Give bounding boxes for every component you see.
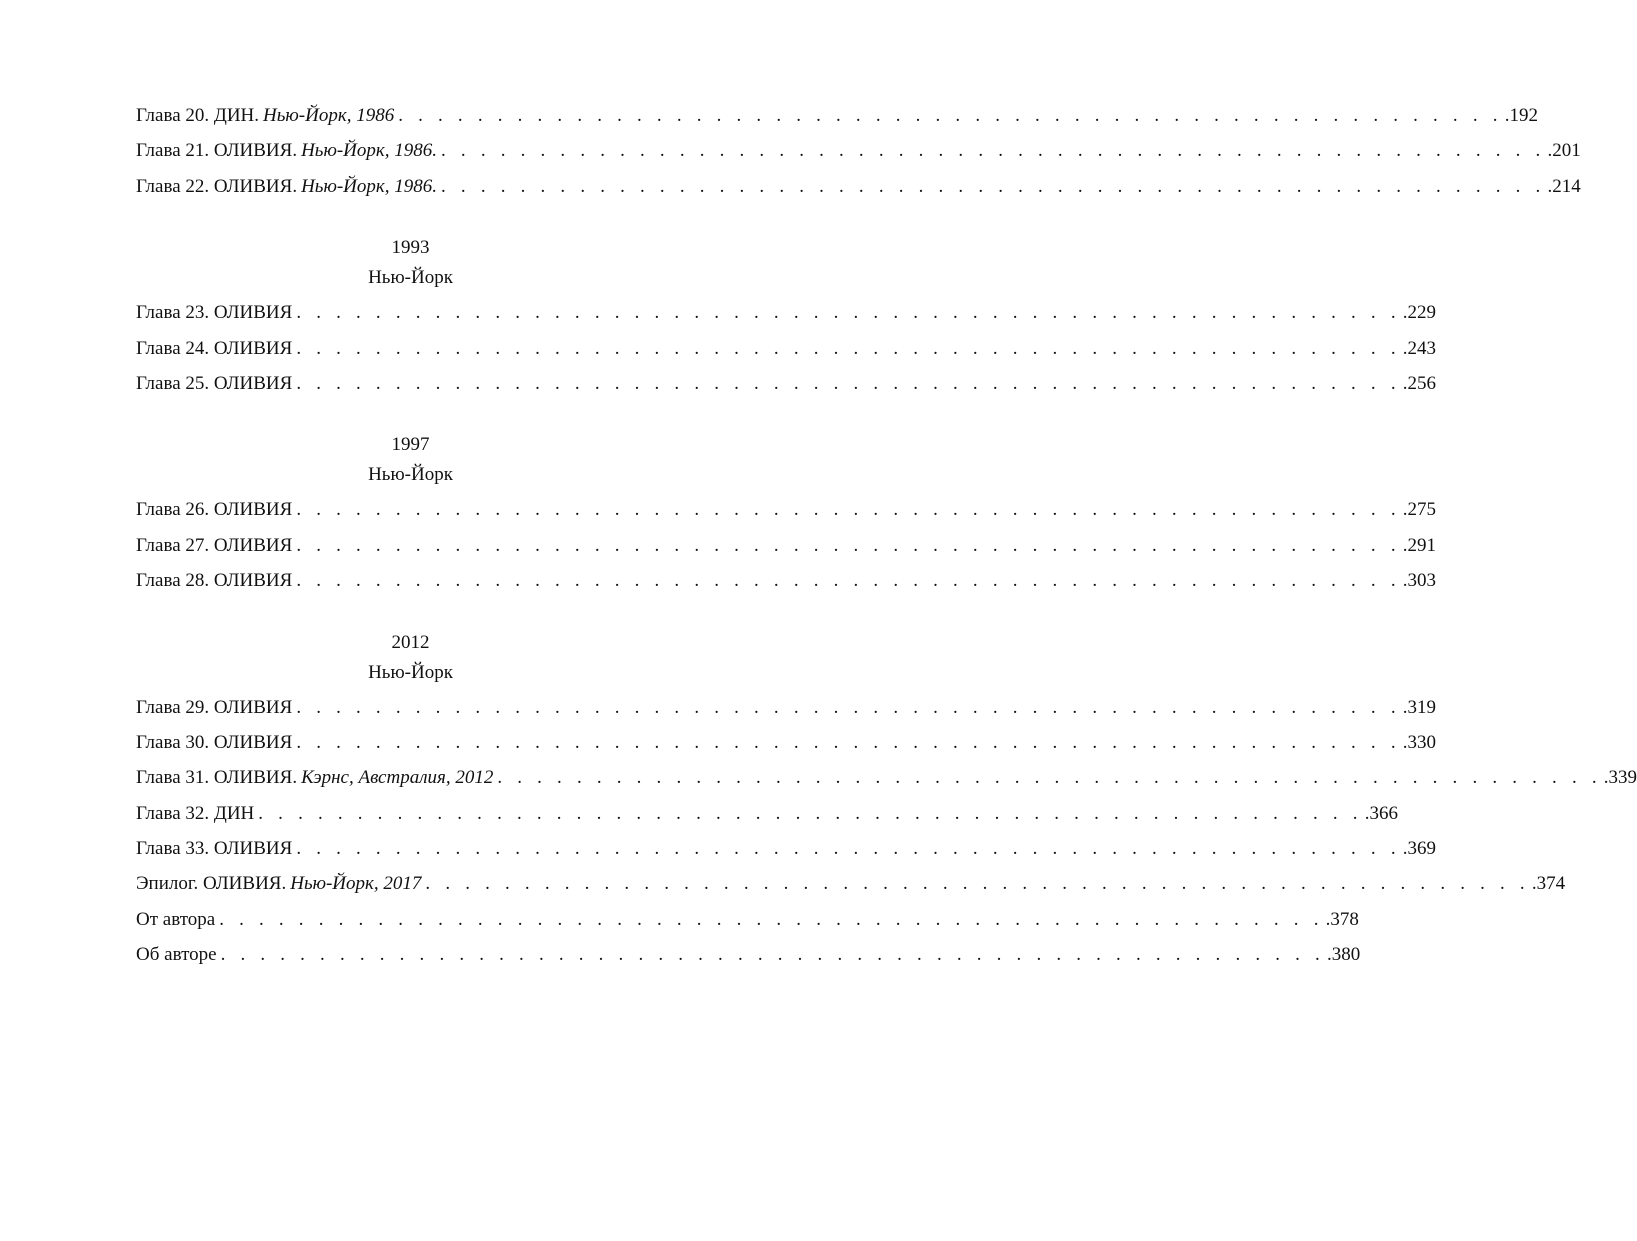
- dot-leader: . . . . . . . . . . . . . . . . . . . . . . . . . . . . . . . . . . . . . . . . . . . . . . . . . . . . . . . .: [258, 802, 1363, 824]
- table-of-contents: [136, 98, 1637, 973]
- entry-title: Эпилог. ОЛИВИЯ.: [136, 873, 287, 895]
- entry-page: .303: [1402, 570, 1437, 592]
- toc-entry-chapter-33: [136, 831, 1437, 866]
- section-city: Нью-Йорк: [368, 267, 453, 289]
- section-year: 1993: [391, 237, 430, 259]
- dot-leader: . . . . . . . . . . . . . . . . . . . . . . . . . . . . . . . . . . . . . . . . . . . . . . . . . . . . . . . .: [296, 372, 1401, 394]
- entry-page: .201: [1547, 140, 1581, 162]
- dot-leader: . . . . . . . . . . . . . . . . . . . . . . . . . . . . . . . . . . . . . . . . . . . . . . . . . . . . . . . .: [398, 105, 1503, 126]
- section-header-1997: [136, 430, 685, 490]
- section-city: Нью-Йорк: [368, 661, 453, 683]
- section-header-1993: [136, 233, 685, 293]
- section-city: Нью-Йорк: [368, 464, 453, 486]
- entry-place: Нью-Йорк, 1986: [263, 105, 395, 126]
- section-header-2012: [136, 628, 685, 688]
- toc-entry-about-author: [136, 937, 1361, 972]
- entry-page: .380: [1327, 944, 1361, 966]
- toc-entry-chapter-30: [136, 725, 1437, 760]
- toc-group-1986: [136, 98, 1581, 204]
- entry-title: Глава 27. ОЛИВИЯ: [136, 534, 293, 556]
- entry-title: От автора: [136, 908, 216, 930]
- dot-leader: . . . . . . . . . . . . . . . . . . . . . . . . . . . . . . . . . . . . . . . . . . . . . . . . . . . . . . . .: [296, 499, 1401, 521]
- toc-entry-chapter-32: [136, 796, 1398, 831]
- entry-page: .378: [1325, 908, 1359, 930]
- dot-leader: . . . . . . . . . . . . . . . . . . . . . . . . . . . . . . . . . . . . . . . . . . . . . . . . . . . . . . . .: [296, 337, 1401, 359]
- entry-title: Глава 21. ОЛИВИЯ.: [136, 140, 298, 162]
- dot-leader: . . . . . . . . . . . . . . . . . . . . . . . . . . . . . . . . . . . . . . . . . . . . . . . . . . . . . . . .: [296, 696, 1401, 718]
- entry-title: Глава 32. ДИН: [136, 802, 255, 824]
- toc-entry-chapter-28: [136, 563, 1437, 598]
- toc-entry-chapter-20: [136, 98, 1538, 133]
- entry-title: Глава 25. ОЛИВИЯ: [136, 372, 293, 394]
- toc-entry-chapter-24: [136, 331, 1437, 366]
- toc-group-1997: [136, 492, 1437, 598]
- toc-entry-chapter-21: [136, 133, 1581, 168]
- entry-page: .214: [1547, 175, 1581, 197]
- toc-entry-epilogue: [136, 866, 1566, 901]
- toc-entry-chapter-23: [136, 295, 1437, 330]
- dot-leader: . . . . . . . . . . . . . . . . . . . . . . . . . . . . . . . . . . . . . . . . . . . . . . . . . . . . . . . .: [220, 944, 1326, 966]
- entry-title: Глава 20. ДИН.: [136, 105, 260, 126]
- entry-title: Глава 24. ОЛИВИЯ: [136, 337, 293, 359]
- toc-entry-chapter-25: [136, 366, 1437, 401]
- dot-leader: . . . . . . . . . . . . . . . . . . . . . . . . . . . . . . . . . . . . . . . . . . . . . . . . . . . . . . . .: [296, 302, 1401, 324]
- entry-place: Нью-Йорк, 1986.: [301, 140, 438, 162]
- dot-leader: . . . . . . . . . . . . . . . . . . . . . . . . . . . . . . . . . . . . . . . . . . . . . . . . . . . . . . . .: [296, 534, 1401, 556]
- toc-entry-chapter-26: [136, 492, 1437, 527]
- dot-leader: . . . . . . . . . . . . . . . . . . . . . . . . . . . . . . . . . . . . . . . . . . . . . . . . . . . . . . . .: [296, 570, 1401, 592]
- entry-place: Кэрнс, Австралия, 2012: [301, 767, 494, 789]
- entry-page: .369: [1402, 838, 1437, 860]
- toc-entry-chapter-27: [136, 528, 1437, 563]
- dot-leader: . . . . . . . . . . . . . . . . . . . . . . . . . . . . . . . . . . . . . . . . . . . . . . . . . . . . . . . .: [441, 140, 1546, 162]
- entry-title: Глава 33. ОЛИВИЯ: [136, 838, 293, 860]
- entry-place: Нью-Йорк, 1986.: [301, 175, 438, 197]
- entry-title: Об авторе: [136, 944, 217, 966]
- dot-leader: . . . . . . . . . . . . . . . . . . . . . . . . . . . . . . . . . . . . . . . . . . . . . . . . . . . . . . . .: [425, 873, 1530, 895]
- entry-page: .192: [1504, 105, 1538, 126]
- entry-page: .243: [1402, 337, 1437, 359]
- entry-page: .291: [1402, 534, 1437, 556]
- entry-page: .366: [1364, 802, 1398, 824]
- entry-page: .339: [1603, 767, 1637, 789]
- entry-page: .374: [1531, 873, 1566, 895]
- dot-leader: . . . . . . . . . . . . . . . . . . . . . . . . . . . . . . . . . . . . . . . . . . . . . . . . . . . . . . . .: [296, 838, 1401, 860]
- entry-title: Глава 23. ОЛИВИЯ: [136, 302, 293, 324]
- toc-group-1993: [136, 295, 1437, 401]
- entry-title: Глава 31. ОЛИВИЯ.: [136, 767, 298, 789]
- entry-page: .229: [1402, 302, 1437, 324]
- section-year: 1997: [391, 434, 430, 456]
- toc-entry-from-author: [136, 902, 1359, 937]
- section-year: 2012: [391, 631, 430, 653]
- dot-leader: . . . . . . . . . . . . . . . . . . . . . . . . . . . . . . . . . . . . . . . . . . . . . . . . . . . . . . . .: [296, 731, 1401, 753]
- dot-leader: . . . . . . . . . . . . . . . . . . . . . . . . . . . . . . . . . . . . . . . . . . . . . . . . . . . . . . . .: [497, 767, 1602, 789]
- entry-page: .330: [1402, 731, 1437, 753]
- entry-title: Глава 28. ОЛИВИЯ: [136, 570, 293, 592]
- entry-title: Глава 30. ОЛИВИЯ: [136, 731, 293, 753]
- dot-leader: . . . . . . . . . . . . . . . . . . . . . . . . . . . . . . . . . . . . . . . . . . . . . . . . . . . . . . . .: [441, 175, 1546, 197]
- entry-page: .275: [1402, 499, 1437, 521]
- entry-page: .256: [1402, 372, 1437, 394]
- toc-group-2012: [136, 690, 1637, 973]
- toc-entry-chapter-22: [136, 169, 1581, 204]
- entry-page: .319: [1402, 696, 1437, 718]
- dot-leader: . . . . . . . . . . . . . . . . . . . . . . . . . . . . . . . . . . . . . . . . . . . . . . . . . . . . . . . .: [219, 908, 1324, 930]
- entry-title: Глава 22. ОЛИВИЯ.: [136, 175, 298, 197]
- entry-place: Нью-Йорк, 2017: [290, 873, 422, 895]
- toc-entry-chapter-31: [136, 760, 1637, 795]
- toc-entry-chapter-29: [136, 690, 1437, 725]
- entry-title: Глава 29. ОЛИВИЯ: [136, 696, 293, 718]
- entry-title: Глава 26. ОЛИВИЯ: [136, 499, 293, 521]
